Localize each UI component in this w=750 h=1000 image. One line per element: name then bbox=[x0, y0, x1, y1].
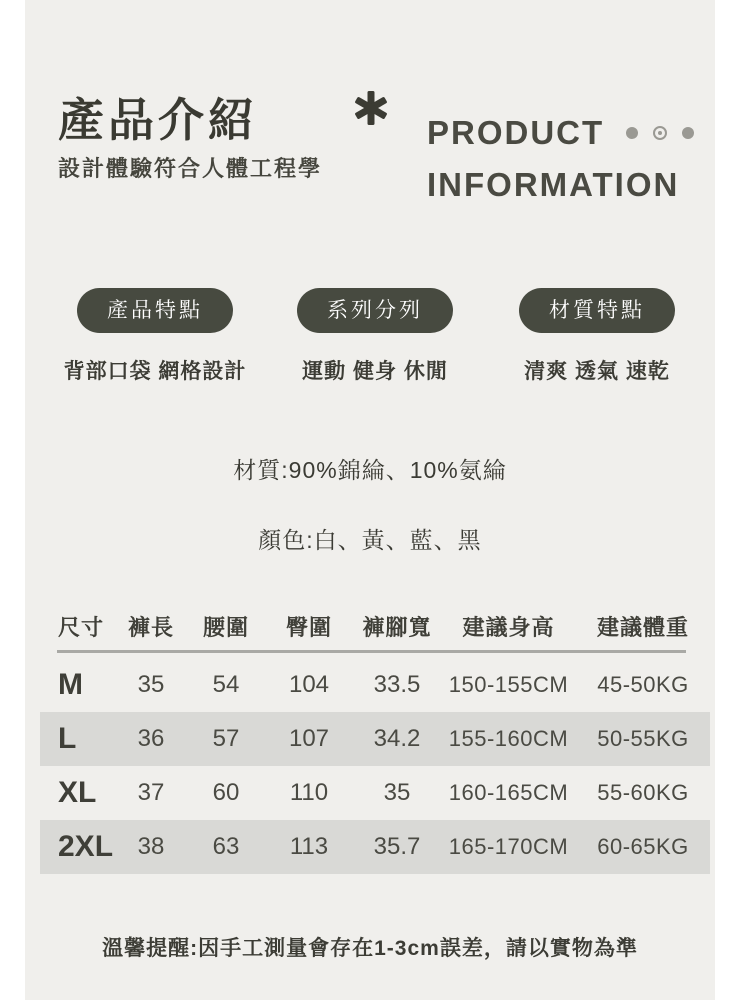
table-header-cell: 建議體重 bbox=[596, 614, 689, 640]
table-header-cell: 建議身高 bbox=[462, 614, 555, 640]
table-cell: 57 bbox=[212, 725, 240, 752]
table-header-cell: 褲腳寬 bbox=[362, 614, 432, 640]
size-cell: L bbox=[58, 722, 77, 755]
table-header-cell: 臀圍 bbox=[285, 614, 332, 640]
feature-description: 運動 健身 休閒 bbox=[302, 360, 448, 383]
asterisk-icon bbox=[353, 90, 389, 126]
table-cell: 165-170CM bbox=[448, 834, 569, 859]
table-cell: 63 bbox=[212, 833, 240, 860]
product-info-card bbox=[25, 0, 715, 1000]
table-header-row bbox=[40, 606, 710, 646]
color-spec: 顏色:白、黃、藍、黑 bbox=[258, 527, 482, 553]
table-cell: 107 bbox=[288, 725, 330, 752]
measurement-disclaimer: 溫馨提醒:因手工測量會存在1-3cm誤差，請以實物為準 bbox=[102, 937, 638, 960]
feature-product-points bbox=[45, 288, 265, 385]
table-cell: 160-165CM bbox=[448, 780, 569, 805]
table-cell: 34.2 bbox=[373, 725, 421, 752]
feature-tag-pill: 系列分列 bbox=[297, 288, 453, 333]
material-spec: 材質:90%錦綸、10%氨綸 bbox=[233, 457, 507, 483]
table-cell: 37 bbox=[137, 779, 165, 806]
table-cell: 54 bbox=[212, 671, 240, 698]
brand-word-product: PRODUCT bbox=[427, 114, 605, 151]
ring-dot-icon bbox=[653, 126, 667, 140]
table-cell: 35 bbox=[137, 671, 165, 698]
feature-series bbox=[265, 288, 485, 385]
filled-dot-icon bbox=[682, 127, 694, 139]
table-cell: 60-65KG bbox=[597, 834, 689, 859]
table-row-2xl bbox=[40, 820, 710, 874]
page-title: 產品介紹 bbox=[58, 94, 258, 146]
table-cell: 35.7 bbox=[373, 833, 421, 860]
table-cell: 55-60KG bbox=[597, 780, 689, 805]
size-cell: M bbox=[58, 668, 83, 701]
feature-description: 背部口袋 網格設計 bbox=[63, 360, 247, 383]
table-row-l bbox=[40, 712, 710, 766]
table-cell: 150-155CM bbox=[448, 672, 569, 697]
table-cell: 45-50KG bbox=[597, 672, 689, 697]
decorative-dots bbox=[626, 126, 694, 140]
table-cell: 104 bbox=[288, 671, 330, 698]
brand-block bbox=[427, 116, 694, 201]
table-cell: 35 bbox=[383, 779, 411, 806]
table-header-cell: 褲長 bbox=[127, 614, 174, 640]
table-header-divider bbox=[57, 650, 686, 653]
table-cell: 36 bbox=[137, 725, 165, 752]
table-row-m bbox=[40, 658, 710, 712]
filled-dot-icon bbox=[626, 127, 638, 139]
feature-tag-pill: 產品特點 bbox=[77, 288, 233, 333]
brand-word-information: INFORMATION bbox=[427, 166, 680, 203]
table-row-xl bbox=[40, 766, 710, 820]
size-chart-table bbox=[40, 606, 710, 874]
size-cell: XL bbox=[58, 776, 97, 809]
table-cell: 110 bbox=[289, 779, 329, 806]
table-cell: 155-160CM bbox=[448, 726, 569, 751]
page-subtitle: 設計體驗符合人體工程學 bbox=[58, 156, 323, 181]
feature-description: 清爽 透氣 速乾 bbox=[524, 360, 670, 383]
feature-material bbox=[487, 288, 707, 385]
table-cell: 60 bbox=[212, 779, 240, 806]
table-header-cell: 尺寸 bbox=[58, 614, 105, 640]
table-cell: 33.5 bbox=[373, 671, 421, 698]
table-cell: 113 bbox=[289, 833, 329, 860]
table-header-cell: 腰圍 bbox=[202, 614, 249, 640]
feature-tag-pill: 材質特點 bbox=[519, 288, 675, 333]
table-cell: 38 bbox=[137, 833, 165, 860]
table-cell: 50-55KG bbox=[597, 726, 689, 751]
size-cell: 2XL bbox=[58, 830, 114, 863]
